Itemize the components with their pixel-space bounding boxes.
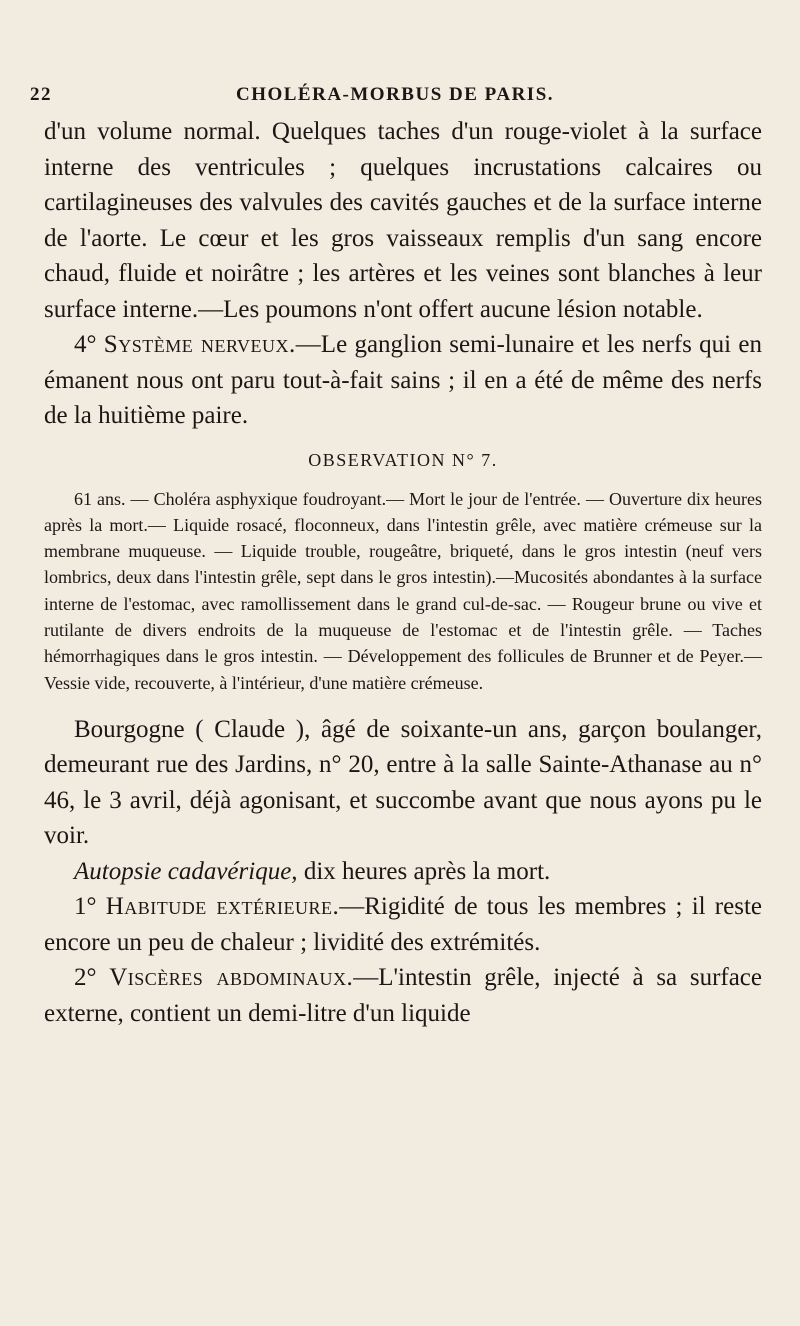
section-number: 4° [74,331,97,358]
section-nervous-system [44,327,762,434]
autopsy-heading: Autopsie cadavérique, [74,857,298,885]
paragraph-heart-text: d'un volume normal. Quelques taches d'un rouge-violet à la surface interne des ventricules ; quelques incrustations calcaires ou cartilagineuses des valvules des cavités gauches et de la surface interne de l'aorte. Le cœur et les gros vaisseaux remplis d'un sang encore chaud, fluide et noirâtre ; les artères et les veines sont blanches à leur surface interne.—Les poumons n'ont offert aucune lésion notable. [44,118,762,323]
running-title: CHOLÉRA-MORBUS DE PARIS. [235,84,555,105]
section-text: —L'intestin grêle, injecté à sa surface externe, contient un demi-litre d'un liquide [44,964,763,1027]
section-number: 2° [74,964,97,992]
section-text: —Rigidité de tous les membres ; il reste encore un peu de chaleur ; lividité des extrémités. [44,893,763,956]
section-exterior [44,889,762,960]
autopsy-text: dix heures après la mort. [303,857,551,885]
section-heading: Viscères abdominaux. [109,964,354,992]
observation-title: OBSERVATION N° 7. [308,449,498,470]
running-head [30,84,760,108]
patient-text: âgé de soixante-un ans, garçon boulanger, demeurant rue des Jardins, n° 20, entre à la salle Sainte-Athanase au n° 46, le 3 avril, déjà agonisant, et succombe avant que nous ayons pu le voir. [44,715,762,850]
patient-name: Bourgogne ( Claude ), [74,715,311,743]
body-text [44,114,762,1031]
page-number: 22 [30,84,52,105]
section-number: 1° [74,893,97,921]
observation-summary: 61 ans. — Choléra asphyxique foudroyant.— Mort le jour de l'entrée. — Ouverture dix heures après la mort.— Liquide rosacé, floconneux, dans l'intestin grêle, avec matière crémeuse sur la membrane muqueuse. — Liquide trouble, rougeâtre, briqueté, dans le gros intestin (neuf vers lombrics, deux dans l'intestin grêle, sept dans le gros intestin).—Mucosités abondantes à la surface interne de l'estomac, avec ramollissement dans le grand cul-de-sac. — Rougeur brune ou vive et rutilante de divers endroits de la muqueuse de l'estomac et de l'intestin grêle. — Taches hémorrhagiques dans le gros intestin. — Développement des follicules de Brunner et de Peyer.— Vessie vide, recouverte, à l'intérieur, d'une matière crémeuse. [44,488,762,693]
paragraph-heart [44,114,762,327]
section-heading: Système nerveux. [103,331,296,358]
section-text: —Le ganglion semi-lunaire et les nerfs qui en émanent nous ont paru tout-à-fait sains ; il en a été de même des nerfs de la huitième paire. [44,331,762,429]
patient-paragraph [44,712,762,854]
autopsy-paragraph [44,854,762,890]
section-heading: Habitude extérieure. [105,893,340,921]
section-abdominal [44,960,762,1031]
